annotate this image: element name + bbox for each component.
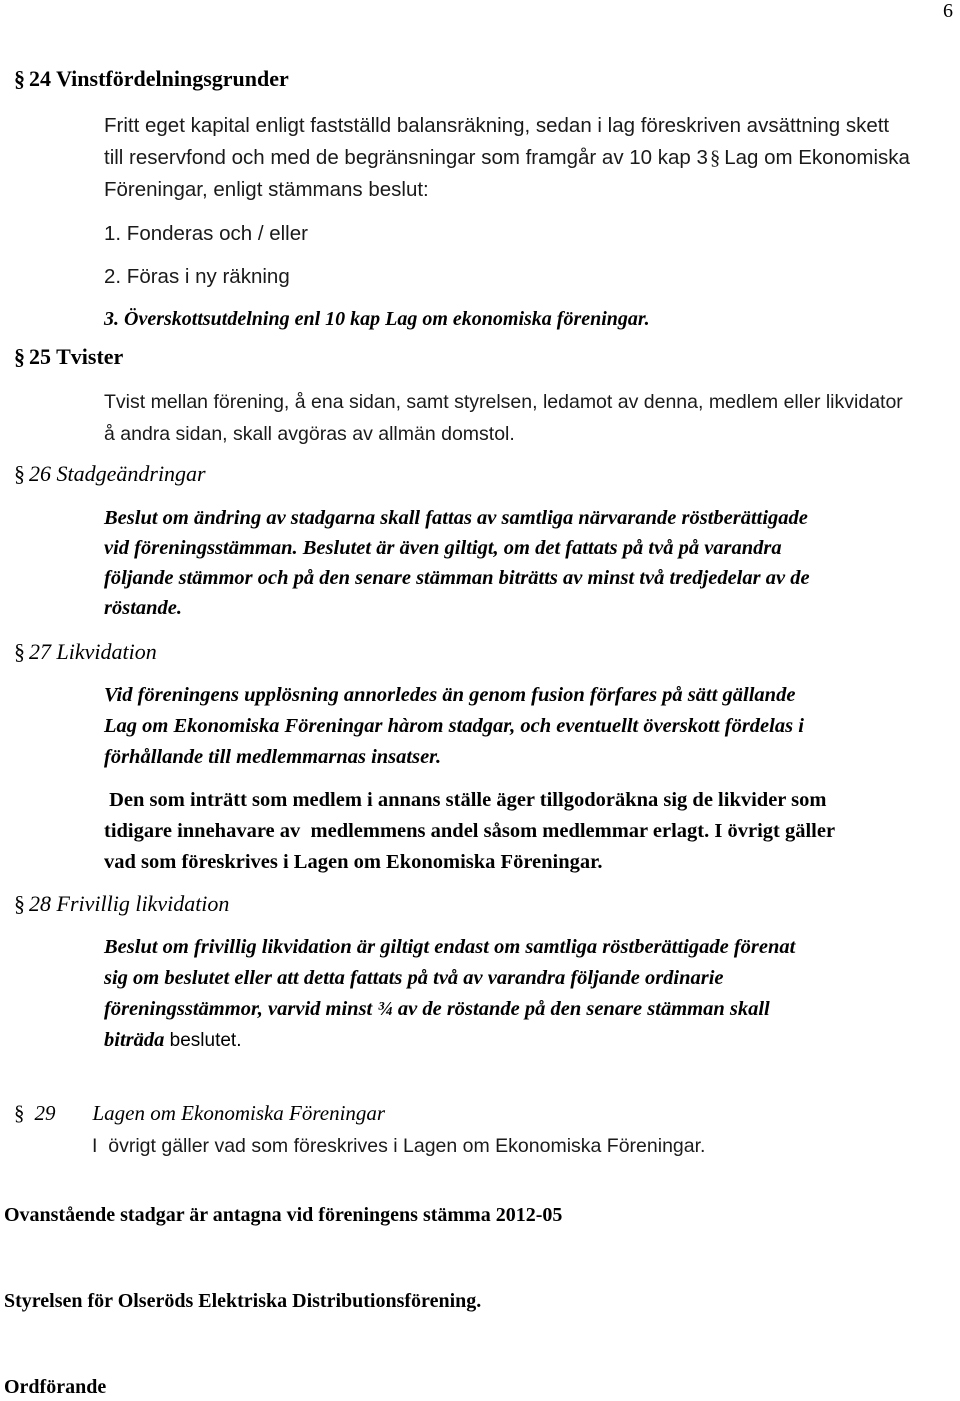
- section-25-paragraph: [104, 386, 903, 450]
- paragraph-text: till reservfond och med de begränsningar som framgår av 10 kap 3: [104, 146, 708, 169]
- section-26-paragraph: [104, 503, 810, 623]
- adoption-statement: Ovanstående stadgar är antagna vid föreningens stämma 2012-05: [4, 1204, 563, 1226]
- paragraph-line: Tvist mellan förening, å ena sidan, samt styrelsen, ledamot av denna, medlem eller likvidator: [104, 391, 903, 413]
- section-28-title: 28 Frivillig likvidation: [29, 891, 230, 916]
- section-26-heading: [14, 459, 206, 489]
- paragraph-line: vad som föreskrives i Lagen om Ekonomiska Föreningar.: [104, 851, 603, 873]
- paragraph-line: Beslut om frivillig likvidation är giltigt endast om samtliga röstberättigade förenat: [104, 936, 796, 958]
- paragraph-line: sig om beslutet eller att detta fattats på två av varandra följande ordinarie: [104, 967, 724, 989]
- paragraph-line: [104, 142, 910, 174]
- paragraph-line: å andra sidan, skall avgöras av allmän domstol.: [104, 423, 515, 445]
- list-item: 3. Överskottsutdelning enl 10 kap Lag om ekonomiska föreningar.: [104, 308, 650, 330]
- section-27-paragraph-1: [104, 680, 804, 773]
- paragraph-line: Fritt eget kapital enligt fastställd balansräkning, sedan i lag föreskriven avsättning skett: [104, 114, 890, 137]
- paragraph-line: Den som inträtt som medlem i annans ställe äger tillgodoräkna sig de likvider som: [104, 789, 827, 811]
- page-number: 6: [943, 0, 953, 22]
- paragraph-line: följande stämmor och på den senare stämman biträtts av minst två tredjedelar av de: [104, 567, 810, 589]
- section-29-number: 29: [34, 1101, 56, 1125]
- paragraph-line: tidigare innehavare av medlemmens andel såsom medlemmar erlagt. I övrigt gäller: [104, 820, 836, 842]
- board-signature-line: Styrelsen för Olseröds Elektriska Distributionsförening.: [4, 1290, 482, 1312]
- paragraph-line: Vid föreningens upplösning annorledes än genom fusion förfares på sätt gällande: [104, 684, 796, 706]
- section-24-title: 24 Vinstfördelningsgrunder: [29, 66, 289, 91]
- section-28-paragraph: [104, 932, 795, 1056]
- paragraph-line: [104, 1025, 795, 1056]
- paragraph-line: röstande.: [104, 597, 183, 619]
- section-27-title: 27 Likvidation: [29, 639, 157, 664]
- paragraph-line: Lag om Ekonomiska Föreningar hàrom stadgar, och eventuellt överskott fördelas i: [104, 715, 804, 737]
- paragraph-line: förhållande till medlemmarnas insatser.: [104, 746, 442, 768]
- paragraph-text: Lag om Ekonomiska: [724, 146, 910, 169]
- paragraph-line: Föreningar, enligt stämmans beslut:: [104, 178, 429, 201]
- paragraph-text: beslutet.: [164, 1030, 242, 1051]
- paragraph-line: vid föreningsstämman. Beslutet är även giltigt, om det fattats på två på varandra: [104, 537, 782, 559]
- section-symbol: §: [14, 66, 25, 91]
- section-symbol: §: [709, 147, 721, 169]
- section-symbol: §: [14, 344, 25, 369]
- section-24-paragraph: [104, 110, 910, 206]
- paragraph-line: Beslut om ändring av stadgarna skall fattas av samtliga närvarande röstberättigade: [104, 507, 808, 529]
- section-24-list: [104, 212, 650, 341]
- section-29-paragraph: I övrigt gäller vad som föreskrives i Lagen om Ekonomiska Föreningar.: [92, 1135, 706, 1157]
- paragraph-text: biträda: [104, 1029, 165, 1051]
- section-26-title: 26 Stadgeändringar: [29, 461, 206, 486]
- section-symbol: §: [14, 639, 25, 664]
- list-item: 2. Föras i ny räkning: [104, 265, 290, 288]
- section-25-title: 25 Tvister: [29, 344, 124, 369]
- section-27-heading: [14, 637, 157, 667]
- section-29-title: Lagen om Ekonomiska Föreningar: [92, 1101, 386, 1125]
- section-symbol: §: [14, 891, 25, 916]
- list-item: 1. Fonderas och / eller: [104, 222, 308, 245]
- section-symbol: §: [14, 1101, 25, 1125]
- section-29-heading: [14, 1098, 385, 1128]
- section-24-heading: [14, 64, 289, 94]
- section-symbol: §: [14, 461, 25, 486]
- paragraph-line: föreningsstämmor, varvid minst ¾ av de röstande på den senare stämman skall: [104, 998, 770, 1020]
- section-25-heading: [14, 342, 123, 372]
- section-28-heading: [14, 889, 229, 919]
- chair-signature-line: Ordförande: [4, 1376, 107, 1398]
- section-27-paragraph-2: [104, 785, 835, 878]
